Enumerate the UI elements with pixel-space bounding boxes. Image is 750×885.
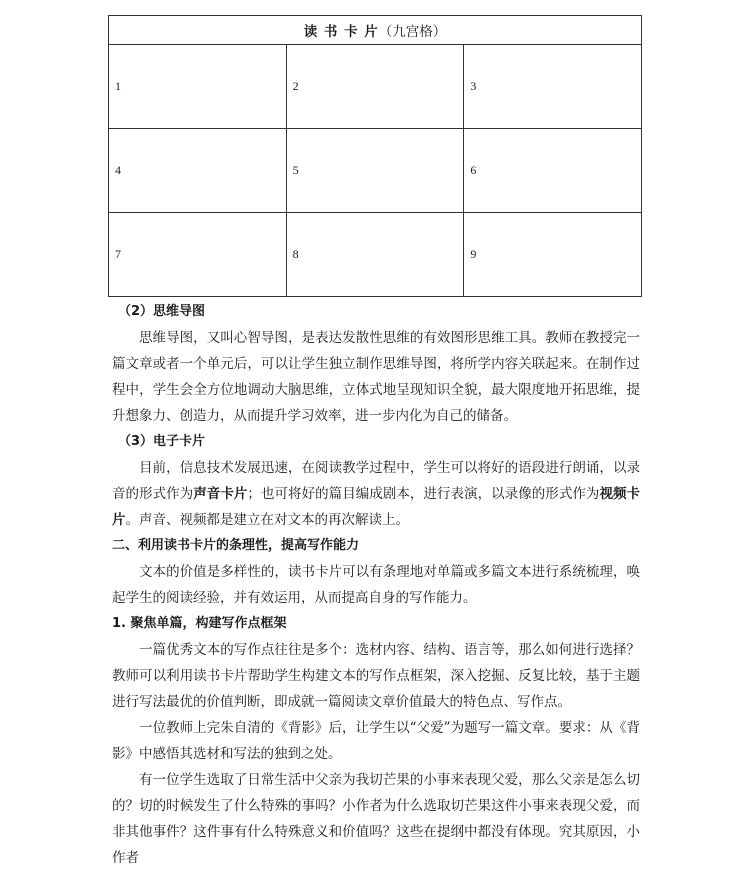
grid-subtitle: （九宫格）: [378, 24, 447, 40]
grid-cell: 6: [464, 129, 642, 213]
grid-title: 读 书 卡 片（九宫格）: [109, 16, 642, 45]
paragraph-focus-3: 有一位学生选取了日常生活中父亲为我切芒果的小事来表现父爱，那么父亲是怎么切的？切的时候发生了什么特殊的事吗？小作者为什么选取切芒果这件小事来表现父爱，而非其他事件？这件事有什么特殊意义和价值吗？这些在提纲中都没有体现。究其原因，小作者: [112, 772, 640, 866]
heading-section-two: 二、利用读书卡片的条理性，提高写作能力: [112, 538, 360, 553]
keyword-video-card: 视频卡片: [112, 486, 641, 528]
grid-cell: 1: [109, 45, 287, 129]
paragraph-mindmap: 思维导图，又叫心智导图，是表达发散性思维的有效图形思维工具。教师在教授完一篇文章或者一个单元后，可以让学生独立制作思维导图，将所学内容关联起来。在制作过程中，学生会全方位地调动大脑思维，立体式地呈现知识全貌，最大限度地开拓思维，提升想象力、创造力，从而提升学习效率，进一步内化为自己的储备。: [112, 330, 640, 424]
heading-ecard: （3）电子卡片: [118, 434, 206, 449]
paragraph-section-two: 文本的价值是多样性的，读书卡片可以有条理地对单篇或多篇文本进行系统梳理，唤起学生的阅读经验，并有效运用，从而提高自身的写作能力。: [112, 564, 640, 606]
paragraph-ecard: 目前，信息技术发展迅速，在阅读教学过程中，学生可以将好的语段进行朗诵，以录音的形式作为声音卡片；也可将好的篇目编成剧本，进行表演，以录像的形式作为视频卡片。声音、视频都是建立在对文本的再次解读上。: [112, 460, 641, 528]
paragraph-focus-1: 一篇优秀文本的写作点往往是多个：选材内容、结构、语言等，那么如何进行选择？教师可以利用读书卡片帮助学生构建文本的写作点框架，深入挖掘、反复比较，基于主题进行写法最优的价值判断，即成就一篇阅读文章价值最大的特色点、写作点。: [112, 642, 640, 710]
paragraph-focus-2: 一位教师上完朱自清的《背影》后，让学生以“父爱”为题写一篇文章。要求：从《背影》中感悟其选材和写法的独到之处。: [112, 720, 640, 762]
grid-cell: 2: [286, 45, 464, 129]
heading-focus-single: 1. 聚焦单篇，构建写作点框架: [112, 616, 287, 631]
body-text: [112, 299, 640, 871]
reading-card-grid: [108, 15, 642, 297]
grid-cell: 4: [109, 129, 287, 213]
keyword-audio-card: 声音卡片: [193, 486, 248, 502]
grid-cell: 9: [464, 213, 642, 297]
grid-cell: 8: [286, 213, 464, 297]
grid-cell: 7: [109, 213, 287, 297]
grid-cell: 5: [286, 129, 464, 213]
grid-cell: 3: [464, 45, 642, 129]
heading-mindmap: （2）思维导图: [118, 304, 206, 319]
